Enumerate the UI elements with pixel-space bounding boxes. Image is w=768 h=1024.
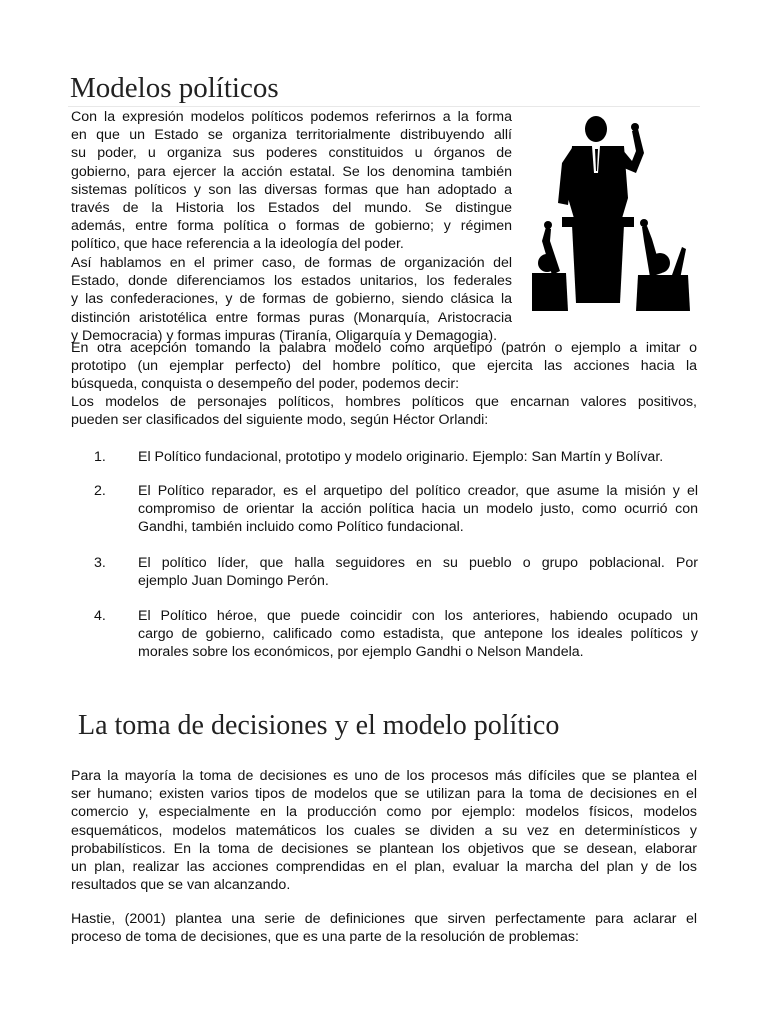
text-line: su poder, u organiza sus poderes constituidos u órganos de (71, 145, 512, 162)
text-line: morales sobre los económicos, por ejemplo Gandhi o Nelson Mandela. (138, 644, 584, 661)
text-line: prototipo (un ejemplar perfecto) del hombre político, que ejercita las acciones hacia la (71, 358, 697, 375)
paragraph-intro (71, 108, 512, 254)
text-line: Los modelos de personajes políticos, hombres políticos que encarnan valores positivos, (71, 394, 697, 410)
section-title-toma-de-decisiones: La toma de decisiones y el modelo político (78, 710, 560, 741)
list-item-text (138, 448, 698, 466)
text-line: político, que hace referencia a la ideología del poder. (71, 236, 404, 253)
text-line: y Democracia) y formas impuras (Tiranía, Oligarquía y Demagogia). (71, 327, 498, 344)
text-line: Gandhi, también incluido como Político fundacional. (138, 519, 464, 536)
text-line: pueden ser clasificados del siguiente modo, según Héctor Orlandi: (71, 412, 489, 429)
text-line: El Político fundacional, prototipo y modelo originario. Ejemplo: San Martín y Bolívar. (138, 449, 664, 465)
paragraph-orlandi (71, 393, 697, 429)
title-divider (68, 106, 700, 107)
text-line: ser humano; existen varios tipos de modelos que se utilizan para la toma de decisiones en el (71, 786, 697, 803)
text-line: esquemáticos, modelos matemáticos los cuales se dividen a su vez en determinísticos y (71, 822, 697, 839)
text-line: Hastie, (2001) plantea una serie de definiciones que sirven perfectamente para aclarar el (71, 911, 697, 927)
paragraph-toma-decisiones (71, 767, 697, 894)
list-number: 3. (94, 555, 106, 571)
text-line: sistemas políticos y son las diversas formas que han adoptado a (71, 181, 512, 198)
text-line: ejemplo Juan Domingo Perón. (138, 573, 329, 590)
text-line: Con la expresión modelos políticos podemos referirnos a la forma (71, 109, 512, 125)
text-line: El Político reparador, es el arquetipo del político creador, que asume la misión y el (138, 483, 698, 499)
text-line: además, entre forma política o formas de gobierno; y régimen (71, 218, 512, 235)
text-line: cargo de gobierno, calificado como estadista, que antepone los ideales políticos y (138, 626, 698, 643)
paragraph-hastie (71, 910, 697, 946)
text-line: resultados que se van alcanzando. (71, 877, 291, 894)
text-line: búsqueda, conquista o desempeño del poder, podemos decir: (71, 376, 460, 393)
text-line: probabilísticos. En la toma de decisiones se plantean los objetivos que se desean, elaborar (71, 840, 697, 857)
list-item-text (138, 482, 698, 537)
politician-speaker-icon (532, 113, 690, 313)
text-line: distinción aristotélica entre formas puras (Monarquía, Aristocracia (71, 309, 512, 326)
text-line: En otra acepción tomando la palabra modelo como arquetipo (patrón o ejemplo a imitar o (71, 340, 697, 356)
text-line: Para la mayoría la toma de decisiones es uno de los procesos más difíciles que se plantea el (71, 768, 697, 784)
text-line: gobierno, para ejercer la acción estatal. Se los denomina también (71, 163, 512, 180)
text-line: y las confederaciones, y de formas de gobierno, siendo clásica la (71, 291, 512, 308)
text-line: en que un Estado se organiza territorialmente distribuyendo allí (71, 127, 512, 144)
paragraph-forms-of-state (71, 254, 512, 345)
paragraph-arquetipo (71, 339, 697, 394)
list-number: 1. (94, 449, 106, 465)
list-number: 2. (94, 483, 106, 499)
text-line: Así hablamos en el primer caso, de formas de organización del (71, 255, 512, 271)
text-line: compromiso de orientar la acción política hacia un modelo justo, como ocurrió con (138, 501, 698, 518)
text-line: proceso de toma de decisiones, que es una parte de la resolución de problemas: (71, 929, 579, 946)
list-number: 4. (94, 608, 106, 624)
text-line: El Político héroe, que puede coincidir con los anteriores, habiendo ocupado un (138, 608, 698, 624)
text-line: El político líder, que halla seguidores en su pueblo o grupo poblacional. Por (138, 555, 698, 571)
list-item-text (138, 554, 698, 590)
list-item-text (138, 607, 698, 662)
text-line: comercio y, especialmente en la producción como por ejemplo: modelos físicos, modelos (71, 804, 697, 821)
text-line: través de la Historia los Estados del mundo. Se distingue (71, 200, 512, 217)
text-line: Estado, donde diferenciamos los estados unitarios, los federales (71, 273, 512, 290)
text-line: un plan, realizar las acciones comprendidas en el plan, evaluar la marcha del plan y de los (71, 859, 697, 876)
section-title-modelos-politicos: Modelos políticos (70, 72, 279, 104)
